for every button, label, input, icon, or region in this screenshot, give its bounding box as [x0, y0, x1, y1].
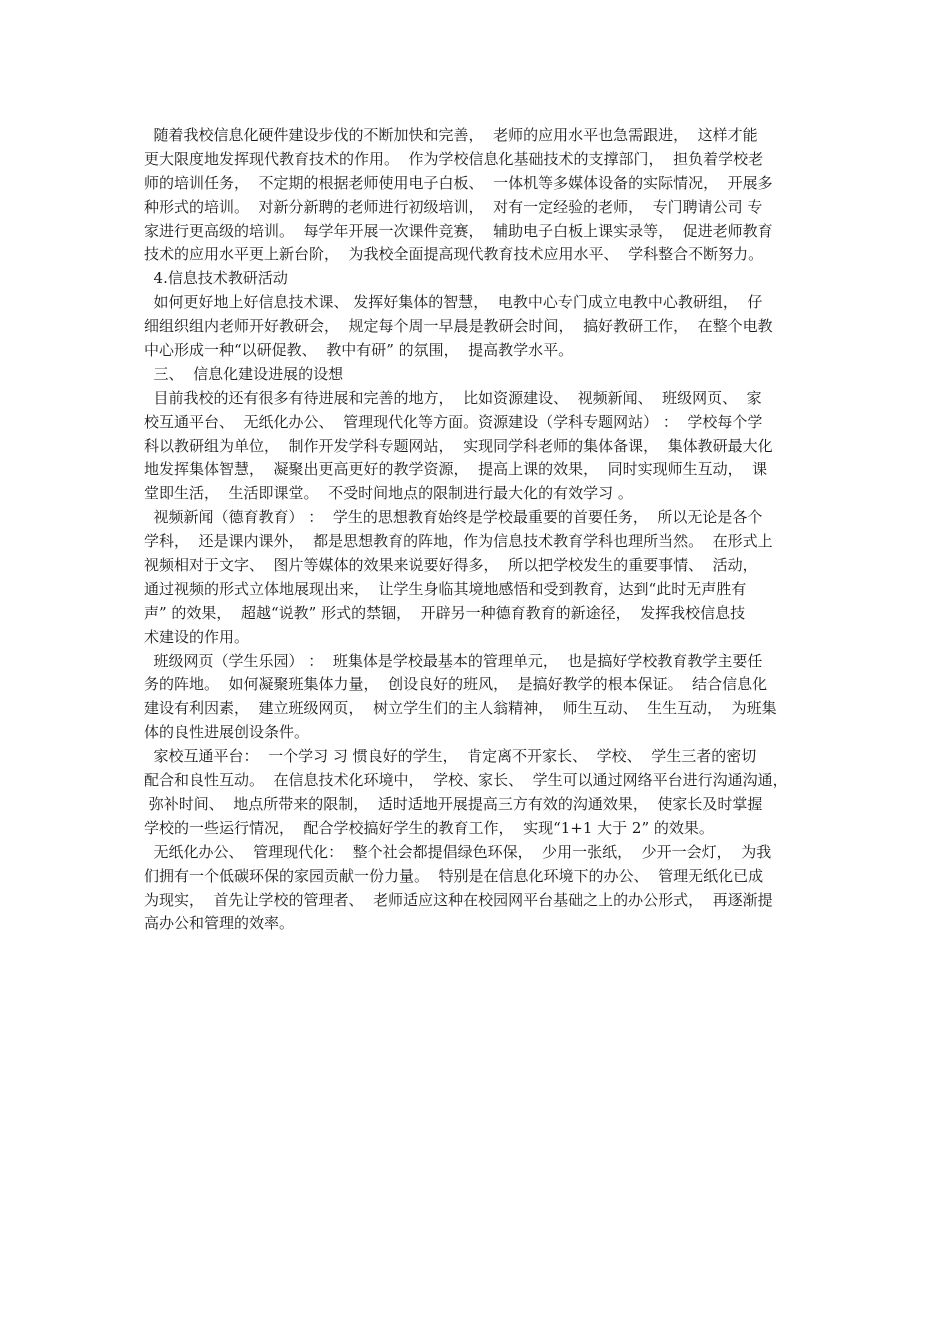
text-line: 地发挥集体智慧， 凝聚出更高更好的教学资源， 提高上课的效果， 同时实现师生互动， 课	[144, 460, 768, 479]
text-line: 班级网页（学生乐园） ： 班集体是学校最基本的管理单元， 也是搞好学校教育教学主要任	[144, 651, 763, 670]
text-line: 建设有利因素， 建立班级网页， 树立学生们的主人翁精神， 师生互动、 生生互动， 为班集	[144, 699, 777, 718]
text-line: 无纸化办公、 管理现代化： 整个社会都提倡绿色环保， 少用一张纸， 少开一会灯， 为我	[144, 842, 772, 861]
text-line: 目前我校的还有很多有待进展和完善的地方， 比如资源建设、 视频新闻、 班级网页、 家	[144, 388, 762, 407]
text-line: 务的阵地。 如何凝聚班集体力量， 创设良好的班风， 是搞好教学的根本保证。 结合信息化	[144, 675, 768, 694]
text-line: 学科， 还是课内课外， 都是思想教育的阵地，作为信息技术教育学科也理所当然。 在形式上	[144, 532, 773, 551]
text-line: 视频相对于文字、 图片等媒体的效果来说要好得多， 所以把学校发生的重要事情、 活动，	[144, 556, 758, 575]
text-line: 随着我校信息化硬件建设步伐的不断加快和完善， 老师的应用水平也急需跟进， 这样才能	[144, 126, 758, 144]
text-line: 通过视频的形式立体地展现出来， 让学生身临其境地感悟和受到教育，达到“此时无声胜有	[144, 579, 747, 598]
text-line: 学校的一些运行情况， 配合学校搞好学生的教育工作， 实现“1+1 大于 2” 的效果。	[144, 818, 714, 837]
document-body	[144, 124, 816, 936]
text-line: 4.信息技术教研活动	[144, 269, 288, 288]
text-line: 细组织组内老师开好教研会， 规定每个周一早晨是教研会时间， 搞好教研工作， 在整个电教	[144, 317, 773, 336]
text-line: 中心形成一种“以研促教、 教中有研” 的氛围， 提高教学水平。	[144, 341, 574, 360]
text-line: 配合和良性互动。 在信息技术化环境中， 学校、家长、 学生可以通过网络平台进行沟通沟通，	[144, 771, 788, 790]
text-line: 科以教研组为单位， 制作开发学科专题网站， 实现同学科老师的集体备课， 集体教研最大化	[144, 436, 773, 455]
text-line: 技术的应用水平更上新台阶， 为我校全面提高现代教育技术应用水平、 学科整合不断努力。	[144, 245, 764, 264]
text-line: 为现实， 首先让学校的管理者、 老师适应这种在校园网平台基础之上的办公形式， 再逐渐提	[144, 890, 773, 909]
text-line: 三、 信息化建设进展的设想	[144, 364, 344, 383]
text-line: 高办公和管理的效率。	[144, 914, 295, 933]
text-line: 家校互通平台： 一个学习 习 惯良好的学生， 肯定离不开家长、 学校、 学生三者的密切	[144, 747, 757, 766]
text-line: 如何更好地上好信息技术课、 发挥好集体的智慧， 电教中心专门成立电教中心教研组， 仔	[144, 293, 763, 312]
text-line: 声” 的效果， 超越“说教” 形式的禁锢， 开辟另一种德育教育的新途径， 发挥我校信息技	[144, 603, 746, 622]
text-line: 视频新闻（德育教育） ： 学生的思想教育始终是学校最重要的首要任务， 所以无论是各个	[144, 508, 763, 527]
text-line: 家进行更高级的培训。 每学年开展一次课件竞赛， 辅助电子白板上课实录等， 促进老师教育	[144, 221, 773, 240]
text-line: 堂即生活， 生活即课堂。 不受时间地点的限制进行最大化的有效学习 。	[144, 484, 633, 503]
text-line: 更大限度地发挥现代教育技术的作用。 作为学校信息化基础技术的支撑部门， 担负着学校老	[144, 149, 764, 168]
text-line: 校互通平台、 无纸化办公、 管理现代化等方面。资源建设（学科专题网站） ： 学校每个学	[144, 412, 763, 431]
text-line: 弥补时间、 地点所带来的限制， 适时适地开展提高三方有效的沟通效果， 使家长及时掌握	[144, 794, 763, 813]
text-line: 们拥有一个低碳环保的家园贡献一份力量。 特别是在信息化环境下的办公、 管理无纸化已成	[144, 866, 764, 885]
text-line: 体的良性进展创设条件。	[144, 723, 310, 742]
text-line: 种形式的培训。 对新分新聘的老师进行初级培训， 对有一定经验的老师， 专门聘请公司 专	[144, 197, 763, 216]
text-line: 术建设的作用。	[144, 627, 250, 646]
text-line: 师的培训任务， 不定期的根据老师使用电子白板、 一体机等多媒体设备的实际情况， 开展多	[144, 173, 773, 192]
